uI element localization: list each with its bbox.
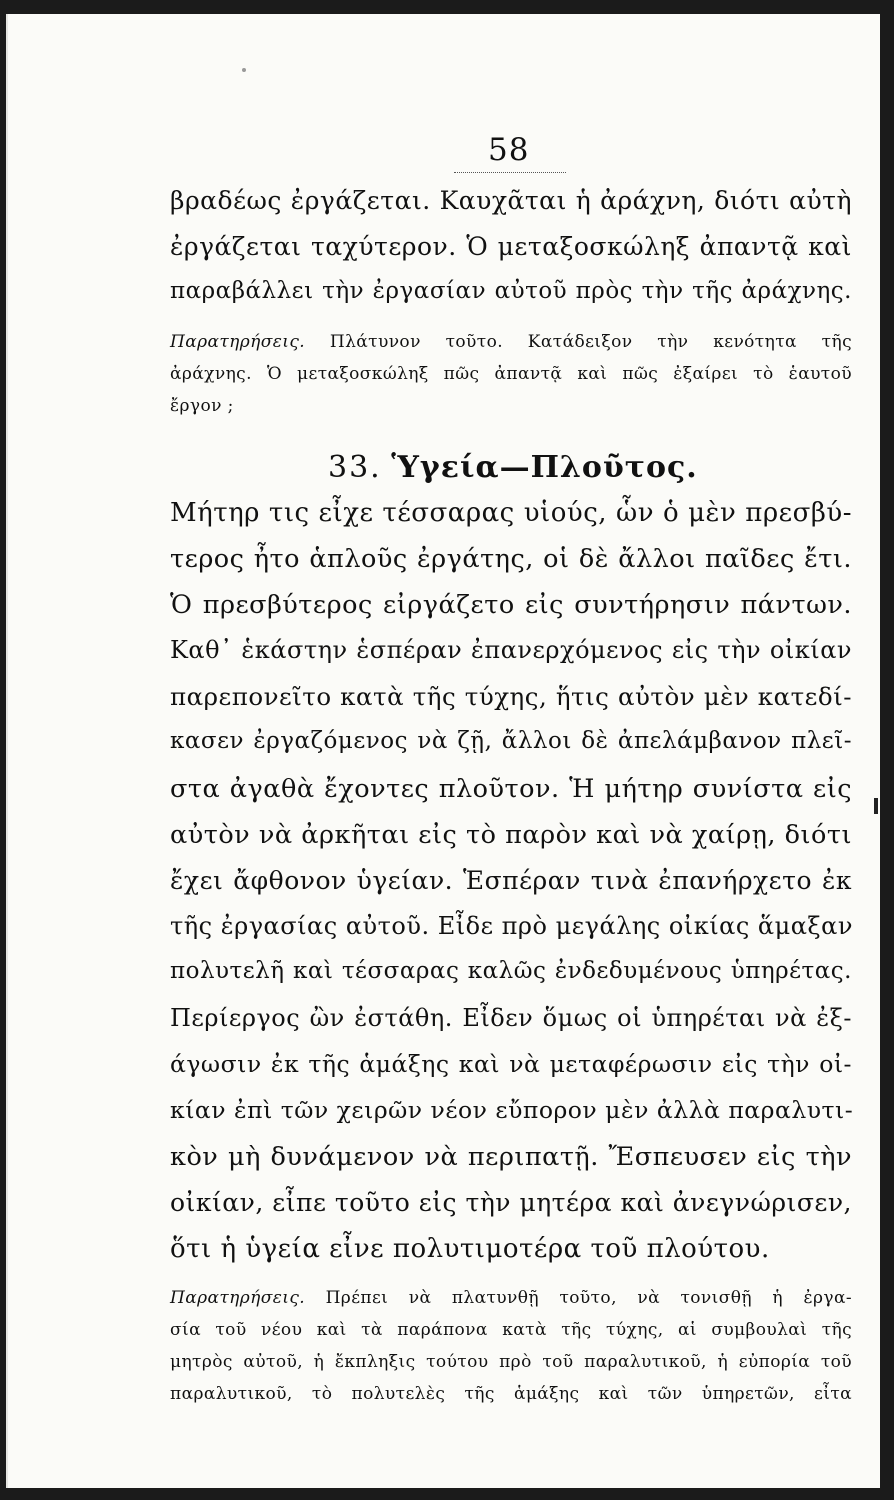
note-label: Παρατηρήσεις.: [170, 1288, 306, 1308]
note-line: παραλυτικοῦ, τὸ πολυτελὲς τῆς ἁμάξης καὶ τῶν ὑπηρετῶν, εἶτα: [170, 1384, 852, 1404]
section-heading: Ὑγεία—Πλοῦτος.: [391, 450, 698, 485]
text-line: κὸν μὴ δυνάμενον νὰ περιπατῇ. Ἔσπευσεν εἰς τὴν: [170, 1142, 852, 1172]
text-line: βραδέως ἐργάζεται. Καυχᾶται ἡ ἀράχνη, διότι αὐτὴ: [170, 186, 852, 215]
text-line: πολυτελῆ καὶ τέσσαρας καλῶς ἐνδεδυμένους ὑπηρέτας.: [170, 958, 852, 984]
text-line: Περίεργος ὢν ἐστάθη. Εἶδεν ὅμως οἱ ὑπηρέται νὰ ἐξ-: [170, 1004, 852, 1032]
text-line: αὐτὸν νὰ ἀρκῆται εἰς τὸ παρὸν καὶ νὰ χαίρῃ, διότι: [170, 820, 852, 850]
note-text: Πρέπει νὰ πλατυνθῇ τοῦτο, νὰ τονισθῇ ἡ ἐργα-: [325, 1288, 852, 1308]
page-number: 58: [488, 132, 530, 168]
section-number: 33.: [328, 450, 382, 485]
note-line: [170, 1288, 852, 1308]
text-line: ἔχει ἄφθονον ὑγείαν. Ἑσπέραν τινὰ ἐπανήρχετο ἐκ: [170, 866, 852, 895]
note-text: Πλάτυνον τοῦτο. Κατάδειξον τὴν κενότητα τῆς: [329, 332, 852, 352]
text-line: ἐργάζεται ταχύτερον. Ὁ μεταξοσκώληξ ἀπαντᾷ καὶ: [170, 232, 852, 261]
text-line: Μήτηρ τις εἶχε τέσσαρας υἱούς, ὧν ὁ μὲν πρεσβύ-: [170, 498, 852, 528]
book-page: [6, 14, 880, 1488]
text-line: Καθ᾿ ἑκάστην ἑσπέραν ἐπανερχόμενος εἰς τὴν οἰκίαν: [170, 636, 852, 664]
note-line: σία τοῦ νέου καὶ τὰ παράπονα κατὰ τῆς τύχης, αἱ συμβουλαὶ τῆς: [170, 1320, 852, 1340]
speck-mark: [242, 68, 246, 72]
text-line: τῆς ἐργασίας αὐτοῦ. Εἶδε πρὸ μεγάλης οἰκίας ἅμαξαν: [170, 912, 853, 940]
text-line: κασεν ἐργαζόμενος νὰ ζῇ, ἄλλοι δὲ ἀπελάμβανον πλεῖ-: [170, 728, 852, 754]
text-line: τερος ἦτο ἁπλοῦς ἐργάτης, οἱ δὲ ἄλλοι παῖδες ἔτι.: [170, 544, 852, 574]
text-line: στα ἀγαθὰ ἔχοντες πλοῦτον. Ἡ μήτηρ συνίστα εἰς: [170, 774, 852, 804]
text-line: ὅτι ἡ ὑγεία εἶνε πολυτιμοτέρα τοῦ πλούτου.: [170, 1234, 770, 1264]
note-label: Παρατηρήσεις.: [170, 332, 306, 352]
text-line: παραβάλλει τὴν ἐργασίαν αὐτοῦ πρὸς τὴν τῆς ἀράχνης.: [170, 278, 852, 304]
edge-mark: [874, 798, 878, 814]
text-line: παρεπονεῖτο κατὰ τῆς τύχης, ἥτις αὐτὸν μὲν κατεδί-: [170, 682, 852, 711]
text-line: άγωσιν ἐκ τῆς ἁμάξης καὶ νὰ μεταφέρωσιν εἰς τὴν οἰ-: [170, 1050, 852, 1078]
note-line: ἔργον ;: [170, 396, 234, 416]
page-number-rule: [454, 172, 566, 173]
section-title: [328, 450, 698, 485]
note-line: [170, 332, 852, 352]
note-line: ἀράχνης. Ὁ μεταξοσκώληξ πῶς ἀπαντᾷ καὶ πῶς ἐξαίρει τὸ ἑαυτοῦ: [170, 364, 852, 384]
text-line: οἰκίαν, εἶπε τοῦτο εἰς τὴν μητέρα καὶ ἀνεγνώρισεν,: [170, 1188, 852, 1217]
note-line: μητρὸς αὐτοῦ, ἡ ἔκπληξις τούτου πρὸ τοῦ παραλυτικοῦ, ἡ εὐπορία τοῦ: [170, 1352, 852, 1372]
text-line: κίαν ἐπὶ τῶν χειρῶν νέον εὔπορον μὲν ἀλλὰ παραλυτι-: [170, 1096, 854, 1124]
text-line: Ὁ πρεσβύτερος εἰργάζετο εἰς συντήρησιν πάντων.: [170, 590, 852, 620]
